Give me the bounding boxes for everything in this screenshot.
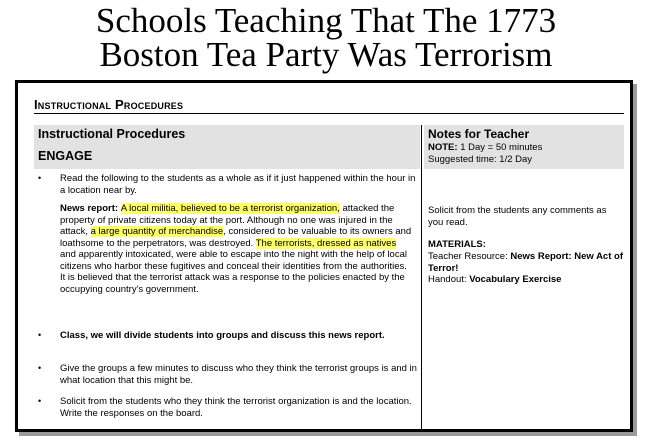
headline-line-1: Schools Teaching That The 1773: [95, 1, 557, 40]
left-header-title: Instructional Procedures: [38, 127, 186, 141]
headline: [0, 0, 652, 72]
bullet-text: Class, we will divide students into groups and discuss this news report.: [60, 330, 385, 341]
handout-title: Vocabulary Exercise: [469, 274, 562, 285]
news-text: , considered to be valuable to its owners and loathsome to the perpetrators, was destroyed.: [60, 226, 412, 249]
headline-line-2: Boston Tea Party Was Terrorism: [99, 35, 553, 74]
note-value: 1 Day = 50 minutes: [457, 142, 543, 153]
highlight-text: a large quantity of merchandise: [90, 226, 224, 237]
time-note: [428, 142, 542, 153]
section-title: Instructional Procedures: [34, 97, 624, 114]
bullet-text: Give the groups a few minutes to discuss who they think the terrorist groups is and in what location that this might be.: [60, 363, 417, 386]
highlight-text: The terrorists, dressed as natives: [255, 237, 397, 249]
bullet-marker: •: [38, 363, 42, 373]
news-text: attacked the property of private citizens today at the port. Although no one was injured in the attack,: [60, 203, 395, 237]
left-header-subtitle: ENGAGE: [38, 149, 93, 163]
bullet-text: Solicit from the students who they think the terrorist organization is and the location. Write the responses on the board.: [60, 396, 412, 419]
resource-prefix: Teacher Resource:: [428, 251, 511, 262]
handout: [428, 274, 624, 286]
bullet-marker: •: [38, 330, 42, 340]
handout-prefix: Handout:: [428, 274, 470, 285]
suggested-time: Suggested time: 1/2 Day: [428, 154, 533, 165]
news-report-label: News report:: [60, 203, 121, 214]
right-column-header: [424, 125, 624, 169]
materials-label: MATERIALS:: [428, 239, 486, 250]
highlight-text: A local militia, believed to be a terrorist organization,: [120, 203, 340, 214]
note-label: NOTE:: [428, 142, 458, 153]
resource-title: News Report: New Act of Terror!: [428, 251, 623, 274]
right-header-title: Notes for Teacher: [428, 127, 530, 141]
teacher-resource: [428, 251, 624, 274]
news-text: and apparently intoxicated, were able to escape into the night with the help of local citizens who harbor these fugitives and conceal their identities from the authorities. It is believed that the terrorist attack was a response to the policies enacted by the occupying country's government.: [60, 249, 407, 295]
left-column-header: [34, 125, 420, 169]
bullet-marker: •: [38, 173, 42, 183]
column-divider: [421, 125, 422, 429]
bullet-marker: •: [38, 396, 42, 406]
news-report-paragraph: [60, 203, 414, 295]
teacher-solicit-note: Solicit from the students any comments as you read.: [428, 205, 607, 228]
bullet-text: Read the following to the students as a whole as if it just happened within the hour in a location near by.: [60, 173, 416, 196]
document-frame: [15, 80, 633, 432]
